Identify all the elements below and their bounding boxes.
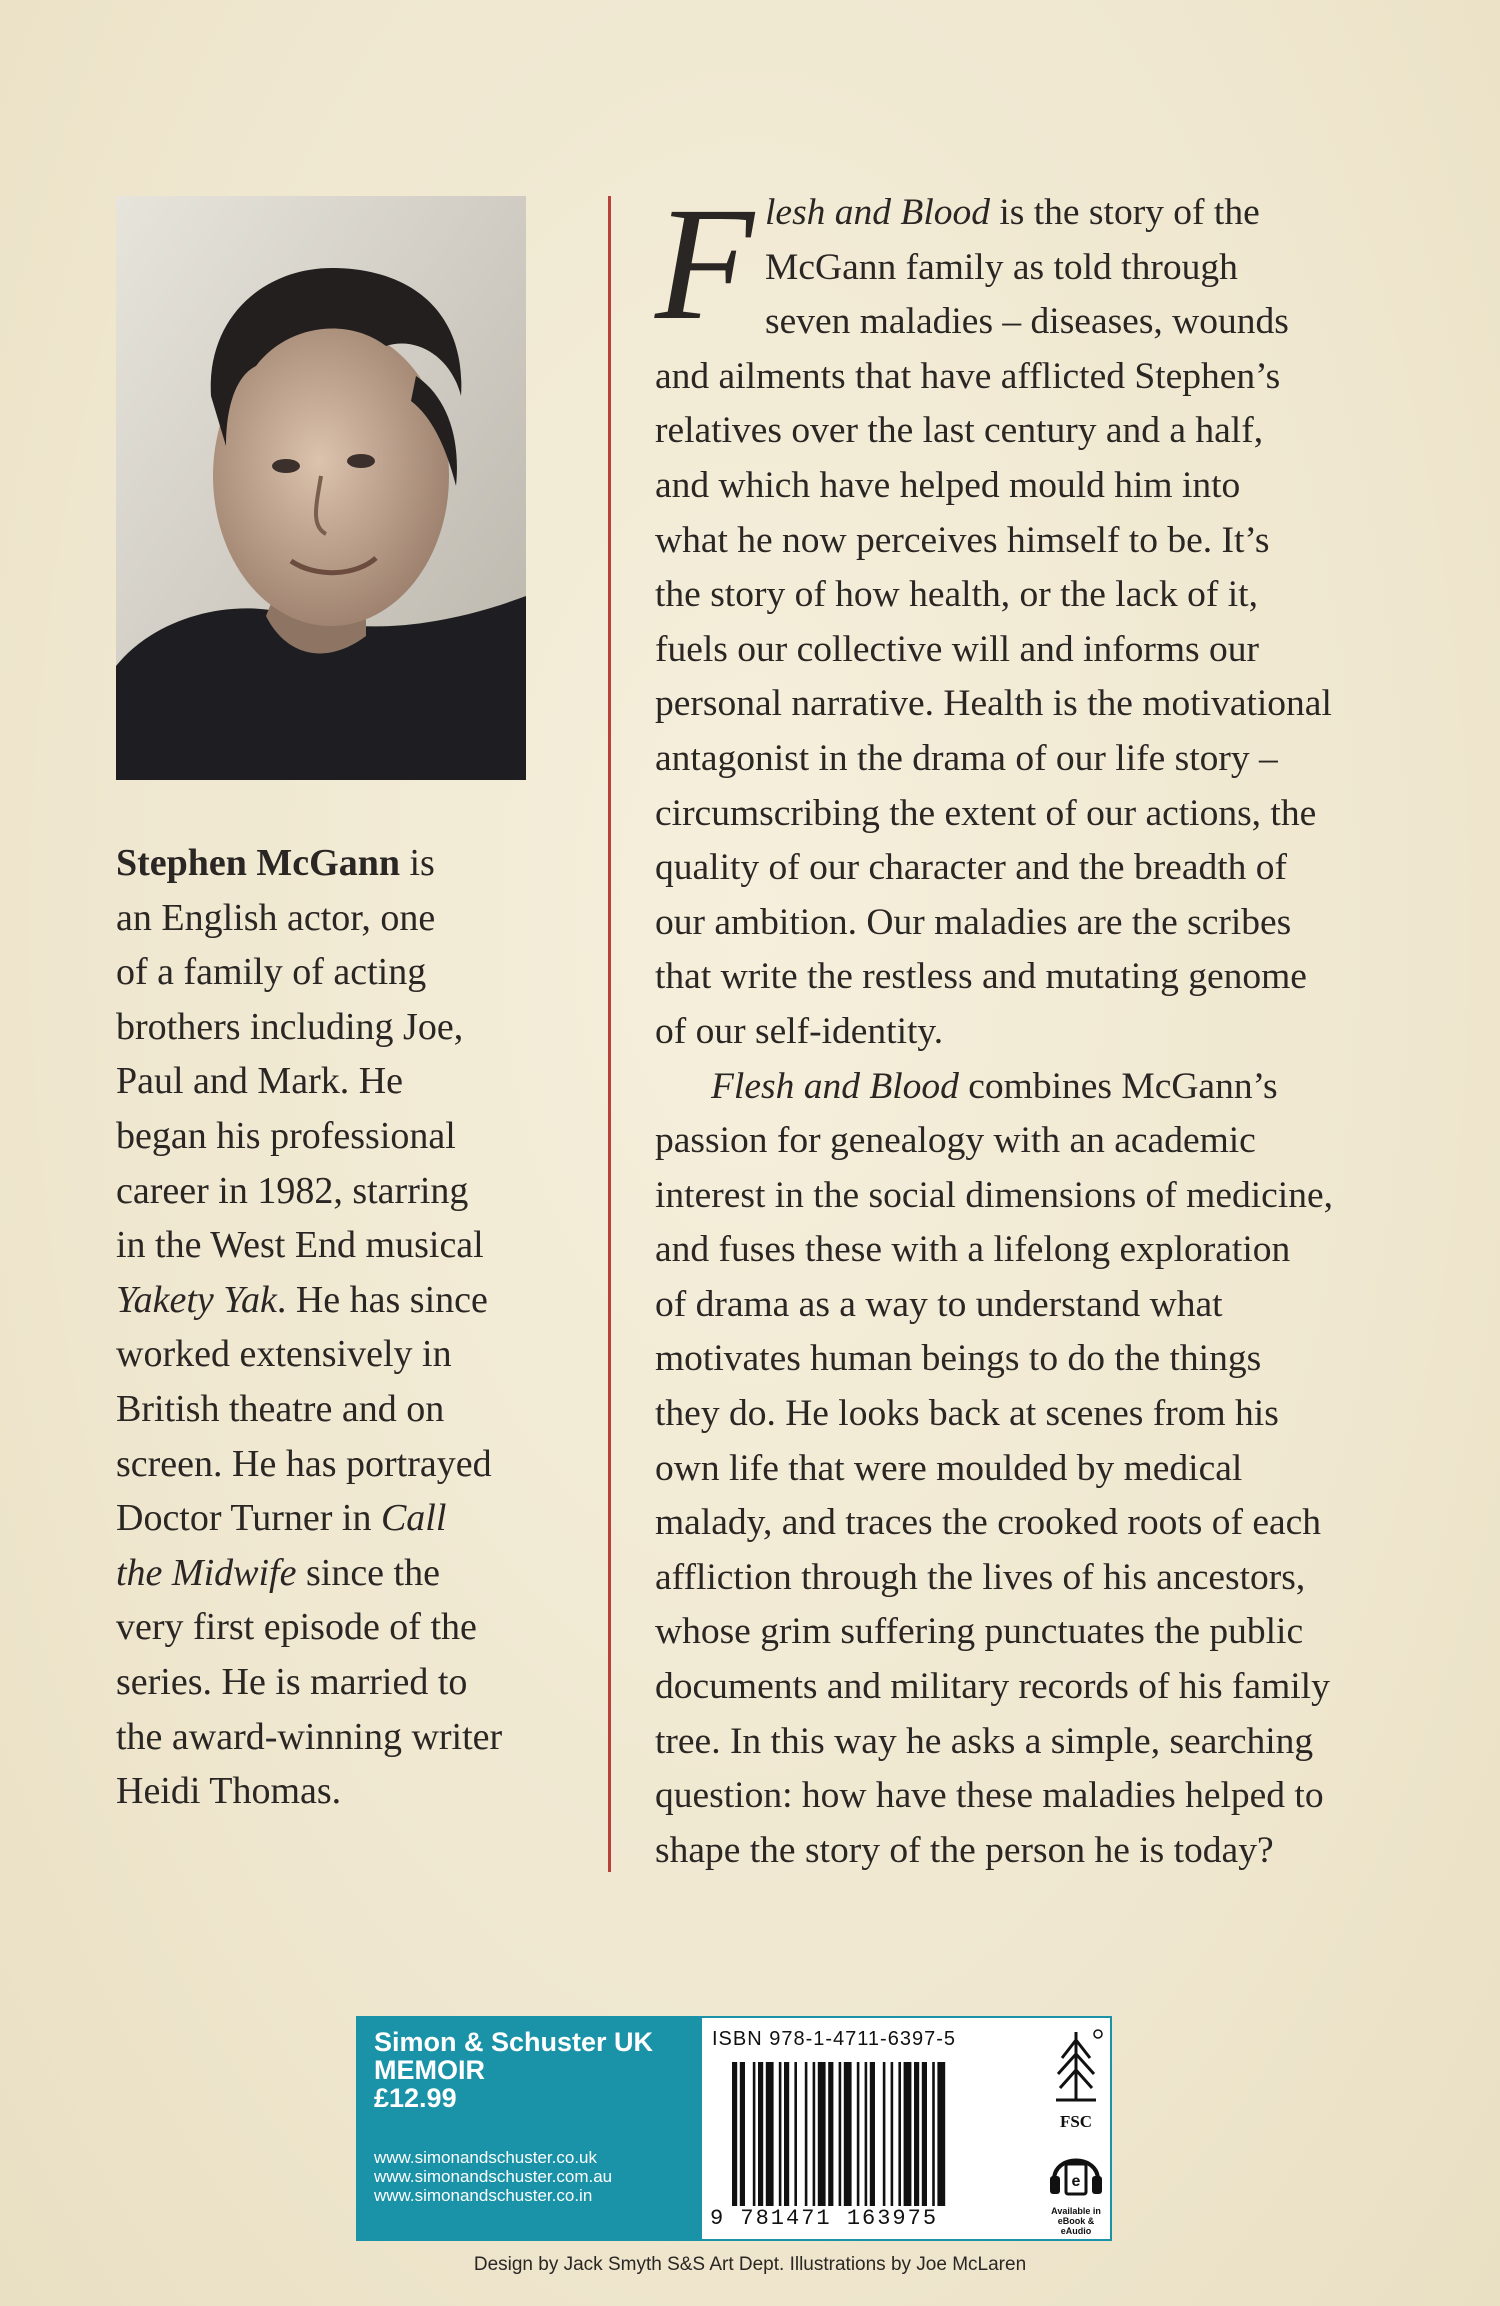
- barcode-bar: [904, 2062, 912, 2206]
- publisher-urls: [374, 2148, 704, 2205]
- italic-title: Call: [380, 1497, 447, 1540]
- bio-line: [116, 1273, 576, 1328]
- vertical-divider: [608, 196, 611, 1872]
- description-line: [655, 677, 1445, 732]
- text-run: malady, and traces the crooked roots of each: [655, 1502, 1322, 1544]
- barcode-bar: [937, 2062, 945, 2206]
- description-line: [655, 1114, 1445, 1169]
- description-line: [655, 404, 1445, 459]
- bio-line: [116, 1218, 576, 1273]
- barcode-bar: [883, 2062, 886, 2206]
- isbn-label: ISBN 978-1-4711-6397-5: [712, 2028, 956, 2050]
- text-run: McGann family as told through: [765, 246, 1238, 288]
- description-line: [655, 1387, 1445, 1442]
- description-line: [655, 1496, 1445, 1551]
- italic-title: lesh and Blood: [765, 192, 990, 233]
- barcode-bar: [740, 2062, 745, 2206]
- barcode-bar: [891, 2062, 894, 2206]
- description-line: [655, 732, 1445, 787]
- price-label: £12.99: [374, 2083, 457, 2113]
- description-line: [655, 1769, 1445, 1824]
- description-line: [655, 841, 1445, 896]
- description-line: [655, 1278, 1445, 1333]
- ebook-label: Available in eBook & eAudio: [1051, 2206, 1101, 2236]
- text-run: and ailments that have afflicted Stephen’s: [655, 355, 1281, 397]
- text-run: British theatre and on: [116, 1387, 445, 1430]
- description-line: [655, 568, 1445, 623]
- text-run: antagonist in the drama of our life story –: [655, 737, 1278, 779]
- description-line: [655, 950, 1445, 1005]
- text-run: worked extensively in: [116, 1333, 452, 1376]
- text-run: of drama as a way to understand what: [655, 1283, 1223, 1325]
- text-run: an English actor, one: [116, 896, 436, 939]
- author-name: Stephen McGann: [116, 842, 400, 884]
- description-line: [655, 350, 1445, 405]
- url-uk[interactable]: www.simonandschuster.co.uk: [374, 2148, 597, 2167]
- barcode-digits: 9 781471 163975: [710, 2206, 939, 2231]
- description-line: [655, 1005, 1445, 1060]
- barcode-bar: [794, 2062, 797, 2206]
- text-run: is the story of the: [989, 192, 1260, 233]
- text-run: in the West End musical: [116, 1224, 484, 1267]
- author-photo-image: [116, 196, 526, 780]
- barcode-bar: [922, 2062, 927, 2206]
- design-credits: Design by Jack Smyth S&S Art Dept. Illustrations by Joe McLaren: [473, 2254, 1027, 2275]
- description-line: [655, 241, 1445, 296]
- barcode-bar: [857, 2062, 860, 2206]
- text-run: screen. He has portrayed: [116, 1442, 492, 1485]
- barcode-bar: [818, 2062, 826, 2206]
- description-line: [655, 1442, 1445, 1497]
- text-run: series. He is married to: [116, 1660, 468, 1703]
- text-run: very first episode of the: [116, 1606, 477, 1649]
- text-run: that write the restless and mutating genome: [655, 956, 1307, 998]
- text-run: began his professional: [116, 1114, 456, 1157]
- text-run: of our self-identity.: [655, 1010, 944, 1052]
- barcode-bar: [828, 2062, 833, 2206]
- description-line: [655, 514, 1445, 569]
- drop-cap: F: [655, 175, 754, 354]
- fsc-tree-icon: [1042, 2024, 1110, 2114]
- text-run: documents and military records of his family: [655, 1666, 1330, 1708]
- description-line: [655, 1660, 1445, 1715]
- barcode-panel: [702, 2018, 1042, 2239]
- barcode-bar: [914, 2062, 919, 2206]
- bio-line: [116, 1437, 576, 1492]
- text-run: relatives over the last century and a half,: [655, 410, 1264, 452]
- text-run: shape the story of the person he is today?: [655, 1829, 1274, 1871]
- description-line: [655, 1060, 1445, 1115]
- description-line: [655, 1715, 1445, 1770]
- text-run: our ambition. Our maladies are the scribes: [655, 901, 1292, 943]
- book-description: [655, 175, 1445, 1878]
- barcode-bar: [753, 2062, 756, 2206]
- text-run: they do. He looks back at scenes from his: [655, 1393, 1279, 1435]
- description-line: [655, 896, 1445, 951]
- description-line: [655, 787, 1445, 842]
- text-run: whose grim suffering punctuates the public: [655, 1611, 1304, 1653]
- description-line: [655, 1332, 1445, 1387]
- author-photo: [116, 196, 526, 780]
- text-run: seven maladies – diseases, wounds: [765, 301, 1289, 343]
- bio-line: [116, 1164, 576, 1219]
- barcode-bar: [758, 2062, 763, 2206]
- text-run: Doctor Turner in: [116, 1497, 381, 1540]
- description-line: [655, 1824, 1445, 1879]
- category-label: MEMOIR: [374, 2055, 485, 2085]
- text-run: passion for genealogy with an academic: [655, 1120, 1256, 1162]
- bio-line: [116, 1546, 576, 1601]
- barcode-bar: [813, 2062, 816, 2206]
- description-text: [655, 175, 1445, 1878]
- text-run: and which have helped mould him into: [655, 464, 1241, 506]
- author-bio: [116, 836, 576, 1819]
- bio-line: [116, 1382, 576, 1437]
- text-run: tree. In this way he asks a simple, searching: [655, 1720, 1314, 1762]
- barcode-bar: [805, 2062, 808, 2206]
- text-run: affliction through the lives of his ancestors,: [655, 1556, 1306, 1598]
- description-line: [655, 623, 1445, 678]
- bio-line: [116, 1491, 576, 1546]
- text-run: and fuses these with a lifelong exploration: [655, 1229, 1291, 1271]
- text-run: since the: [296, 1551, 440, 1594]
- text-run: brothers including Joe,: [116, 1005, 464, 1048]
- description-line: [655, 1223, 1445, 1278]
- text-run: Paul and Mark. He: [116, 1060, 404, 1103]
- bio-line: [116, 1327, 576, 1382]
- bio-line: [116, 1764, 576, 1819]
- bio-line: [116, 1054, 576, 1109]
- barcode-bar: [766, 2062, 774, 2206]
- description-line: [655, 295, 1445, 350]
- text-run: question: how have these maladies helped to: [655, 1775, 1324, 1817]
- headphones-ebook-icon: [1042, 2136, 1110, 2206]
- description-line: [655, 459, 1445, 514]
- bio-line: [116, 1109, 576, 1164]
- bio-line: [116, 945, 576, 1000]
- bio-line: [116, 1710, 576, 1765]
- bio-line: [116, 1600, 576, 1655]
- description-line: [655, 1169, 1445, 1224]
- barcode-bar: [844, 2062, 852, 2206]
- barcode-bar: [779, 2062, 782, 2206]
- description-line: [655, 1551, 1445, 1606]
- url-in[interactable]: www.simonandschuster.co.in: [374, 2186, 593, 2205]
- publisher-info-box: [356, 2016, 1112, 2241]
- text-run: fuels our collective will and informs our: [655, 628, 1260, 670]
- barcode-bar: [732, 2062, 737, 2206]
- publisher-block: [374, 2028, 704, 2112]
- text-run: personal narrative. Health is the motivational: [655, 683, 1332, 725]
- bio-line: [116, 1655, 576, 1710]
- text-run: career in 1982, starring: [116, 1169, 469, 1212]
- text-run: interest in the social dimensions of medicine,: [655, 1174, 1333, 1216]
- text-run: quality of our character and the breadth of: [655, 847, 1288, 889]
- text-run: circumscribing the extent of our actions, the: [655, 792, 1317, 834]
- barcode-bar: [898, 2062, 901, 2206]
- description-line: [655, 1605, 1445, 1660]
- italic-title: Flesh and Blood: [711, 1065, 959, 1107]
- text-run: is: [399, 842, 435, 884]
- fsc-label: FSC: [1059, 2112, 1093, 2131]
- barcode-bar: [784, 2062, 789, 2206]
- text-run: what he now perceives himself to be. It’s: [655, 519, 1270, 561]
- barcode-bar: [932, 2062, 935, 2206]
- text-run: own life that were moulded by medical: [655, 1447, 1243, 1489]
- barcode-bar: [865, 2062, 868, 2206]
- logos-panel: [1042, 2018, 1110, 2239]
- description-line: [655, 186, 1445, 241]
- barcode-icon: [732, 2062, 1012, 2206]
- barcode-bar: [839, 2062, 842, 2206]
- italic-title: Yakety Yak: [116, 1278, 277, 1321]
- text-run: the story of how health, or the lack of it,: [655, 574, 1258, 616]
- text-run: the award-winning writer: [116, 1715, 503, 1758]
- text-run: of a family of acting: [116, 951, 427, 994]
- svg-text:e: e: [1071, 2173, 1081, 2190]
- text-run: motivates human beings to do the things: [655, 1338, 1262, 1380]
- bio-line: [116, 891, 576, 946]
- text-run: . He has since: [276, 1278, 488, 1321]
- url-au[interactable]: www.simonandschuster.com.au: [374, 2167, 613, 2186]
- italic-title: the Midwife: [116, 1551, 297, 1594]
- bio-line: [116, 1000, 576, 1055]
- bio-line: [116, 836, 576, 891]
- text-run: Heidi Thomas.: [116, 1770, 342, 1813]
- barcode-bar: [870, 2062, 875, 2206]
- publisher-name: Simon & Schuster UK: [374, 2027, 654, 2057]
- text-run: combines McGann’s: [958, 1065, 1278, 1107]
